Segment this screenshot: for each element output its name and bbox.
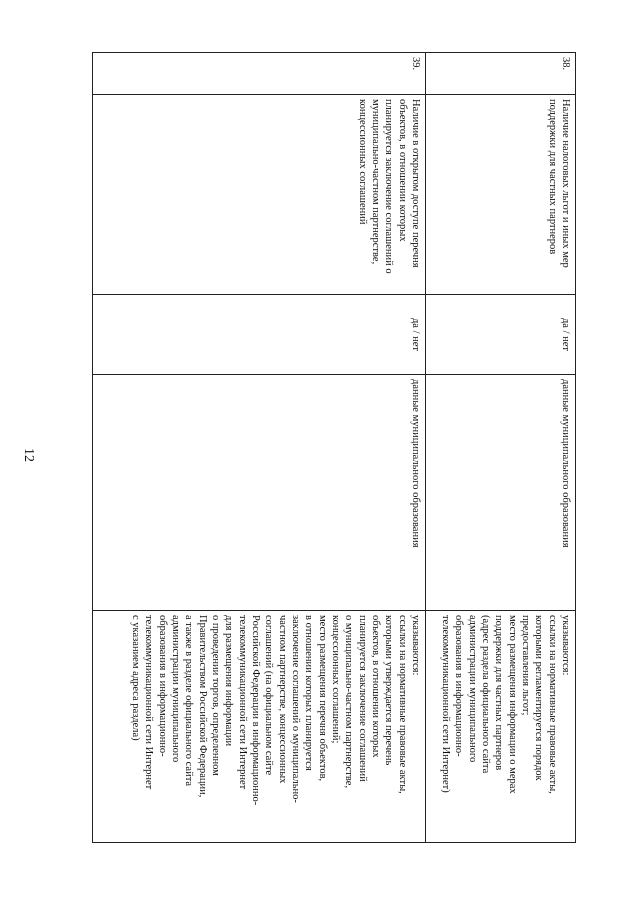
note-line: ссылки на нормативные правовые акты, (546, 615, 558, 794)
indicator-note (93, 611, 426, 843)
note-line: образования в информационно- (453, 615, 465, 757)
table-row (93, 53, 426, 843)
note-line: администрации муниципального (170, 615, 182, 763)
note-line: поддержки для частных партнеров (493, 615, 505, 771)
note-line: указываются: (560, 615, 571, 676)
note-line: концессионных соглашений; (330, 615, 342, 744)
note-line: телекоммуникационной сети Интернет) (440, 615, 452, 793)
indicator-table (92, 52, 576, 843)
note-line: которыми утверждается перечень (383, 615, 395, 766)
note-line: заключение соглашений о муниципально- (290, 615, 302, 803)
note-line: с указанием адреса раздела) (130, 615, 142, 741)
note-line: о муниципально-частном партнерстве, (343, 615, 355, 789)
indicator-name: Наличие налоговых льгот и иных мер поддержки для частных партнеров (426, 95, 576, 295)
row-number: 39. (93, 53, 426, 95)
note-line: частном партнерстве, концессионных (276, 615, 288, 784)
note-line: соглашений (на официальном сайте (263, 615, 275, 776)
note-line: Российской Федерации в информационно- (250, 615, 262, 806)
row-number: 38. (426, 53, 576, 95)
note-line: которыми регламентируется порядок (533, 615, 545, 781)
note-line: администрации муниципального (466, 615, 478, 763)
note-line: указываются: (410, 615, 421, 676)
note-line: в отношении которых планируется (303, 615, 315, 771)
table-row (426, 53, 576, 843)
note-line: о проведении торгов, определенном (210, 615, 222, 776)
note-line: (адрес раздела официального сайта (480, 615, 492, 774)
note-line: место размещения информации о мерах (506, 615, 518, 794)
data-source: данные муниципального образования (93, 375, 426, 611)
note-line: планируется заключение соглашений (356, 615, 368, 782)
note-line: Правительством Российской Федерации, (196, 615, 208, 798)
indicator-name: Наличие в открытом доступе перечня объектов, в отношении которых планируется заключение соглашений о муниципально-частном партнерстве, концессионных соглашений (93, 95, 426, 295)
note-line: а также в разделе официального сайта (183, 615, 195, 787)
indicator-note (426, 611, 576, 843)
note-line: телекоммуникационной сети Интернет (143, 615, 155, 790)
note-line: объектов, в отношении которых (370, 615, 382, 758)
data-source: данные муниципального образования (426, 375, 576, 611)
page-number: 12 (21, 448, 36, 462)
note-line: для размещения информации (223, 615, 235, 747)
note-line: предоставления льгот; (520, 615, 532, 716)
indicator-value: да / нет (93, 295, 426, 375)
note-line: ссылки на нормативные правовые акты, (396, 615, 408, 794)
indicator-value: да / нет (426, 295, 576, 375)
note-line: образования в информационно- (156, 615, 168, 757)
document-table-rotated (92, 52, 576, 842)
note-line: место размещения перечня объектов, (316, 615, 328, 782)
note-line: телекоммуникационной сети Интернет (236, 615, 248, 790)
